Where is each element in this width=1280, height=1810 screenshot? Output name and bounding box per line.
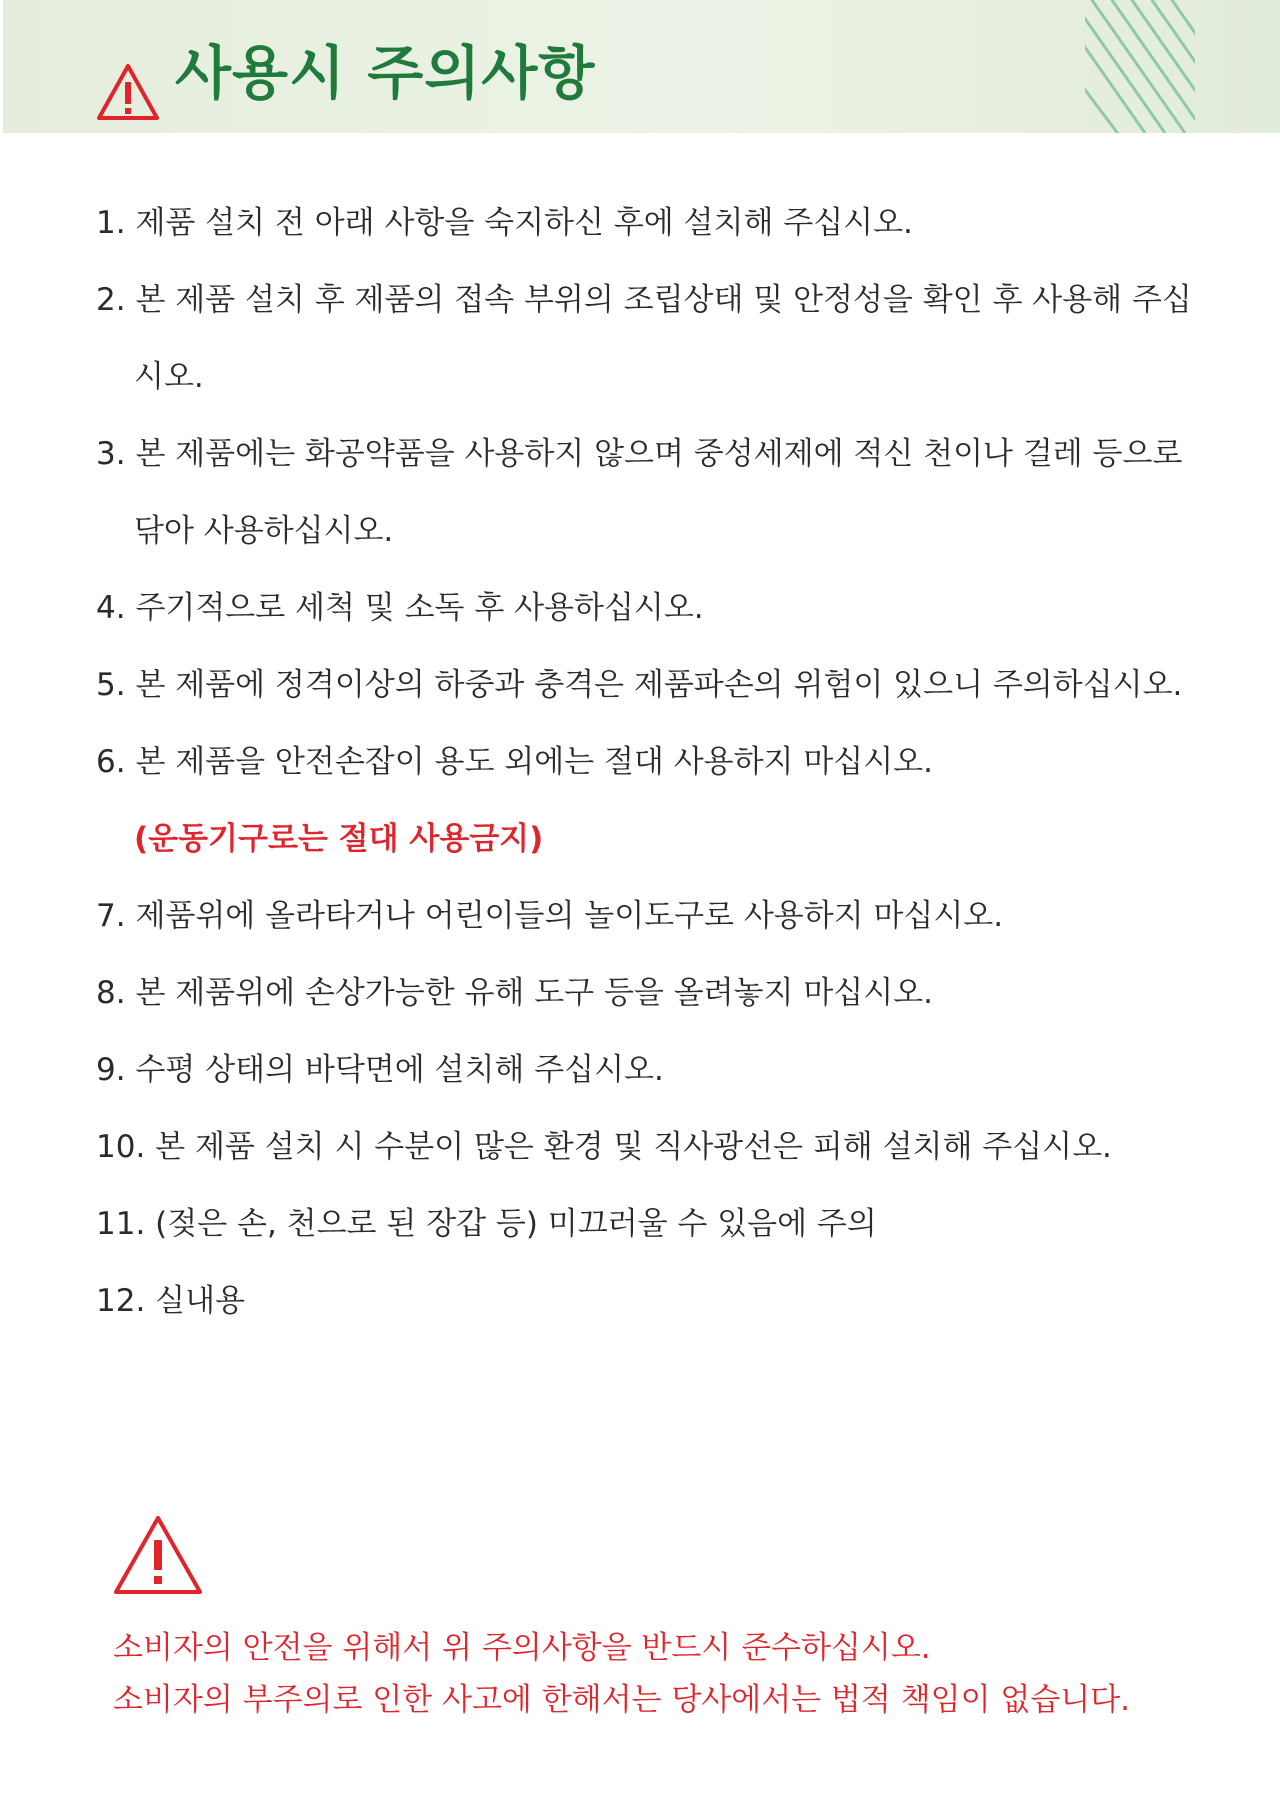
item-number: 11. xyxy=(96,1206,146,1242)
list-item xyxy=(96,590,704,626)
list-item xyxy=(96,744,933,780)
decorative-stripes xyxy=(1085,0,1195,133)
item-text: 주기적으로 세척 및 소독 후 사용하십시오. xyxy=(135,590,704,626)
item-number: 8. xyxy=(96,975,126,1011)
item-number: 2. xyxy=(96,282,126,318)
item-number: 7. xyxy=(96,898,126,934)
list-item xyxy=(96,898,1004,934)
warning-triangle-icon xyxy=(112,1514,204,1598)
warning-triangle-icon xyxy=(96,62,160,122)
item-text: 본 제품을 안전손잡이 용도 외에는 절대 사용하지 마십시오. xyxy=(135,744,933,780)
list-item xyxy=(96,205,913,241)
item-text: 수평 상태의 바닥면에 설치해 주십시오. xyxy=(135,1052,664,1088)
item-number: 1. xyxy=(96,205,126,241)
list-item xyxy=(96,1206,877,1242)
item-number: 9. xyxy=(96,1052,126,1088)
item-number: 10. xyxy=(96,1129,146,1165)
list-item xyxy=(96,1129,1112,1165)
item-text: 실내용 xyxy=(155,1283,246,1319)
item-text: (젖은 손, 천으로 된 장갑 등) 미끄러울 수 있음에 주의 xyxy=(155,1206,877,1242)
list-item xyxy=(96,436,1183,472)
item-number: 5. xyxy=(96,667,126,703)
item-text: 본 제품에 정격이상의 하중과 충격은 제품파손의 위험이 있으니 주의하십시오. xyxy=(135,667,1183,703)
item-number: 12. xyxy=(96,1283,146,1319)
item-text: 본 제품 설치 시 수분이 많은 환경 및 직사광선은 피해 설치해 주십시오. xyxy=(155,1129,1112,1165)
list-item xyxy=(96,1283,246,1319)
list-item xyxy=(96,667,1183,703)
page-title: 사용시 주의사항 xyxy=(175,39,596,107)
item-text: 본 제품에는 화공약품을 사용하지 않으며 중성세제에 적신 천이나 걸레 등으로 xyxy=(135,436,1183,472)
warning-note: (운동기구로는 절대 사용금지) xyxy=(134,821,544,857)
list-item-continuation: 시오. xyxy=(134,359,204,395)
list-item xyxy=(96,975,933,1011)
list-item xyxy=(96,1052,664,1088)
item-text: 제품위에 올라타거나 어린이들의 놀이도구로 사용하지 마십시오. xyxy=(135,898,1004,934)
item-text: 본 제품 설치 후 제품의 접속 부위의 조립상태 및 안정성을 확인 후 사용해 주십 xyxy=(135,282,1192,318)
item-number: 3. xyxy=(96,436,126,472)
notice-line: 소비자의 부주의로 인한 사고에 한해서는 당사에서는 법적 책임이 없습니다. xyxy=(113,1682,1131,1718)
list-item-continuation: 닦아 사용하십시오. xyxy=(134,513,394,549)
item-text: 본 제품위에 손상가능한 유해 도구 등을 올려놓지 마십시오. xyxy=(135,975,933,1011)
page-header xyxy=(3,0,1280,133)
notice-line: 소비자의 안전을 위해서 위 주의사항을 반드시 준수하십시오. xyxy=(113,1630,931,1666)
item-text: 제품 설치 전 아래 사항을 숙지하신 후에 설치해 주십시오. xyxy=(135,205,913,241)
item-number: 4. xyxy=(96,590,126,626)
list-item xyxy=(96,282,1192,318)
item-number: 6. xyxy=(96,744,126,780)
